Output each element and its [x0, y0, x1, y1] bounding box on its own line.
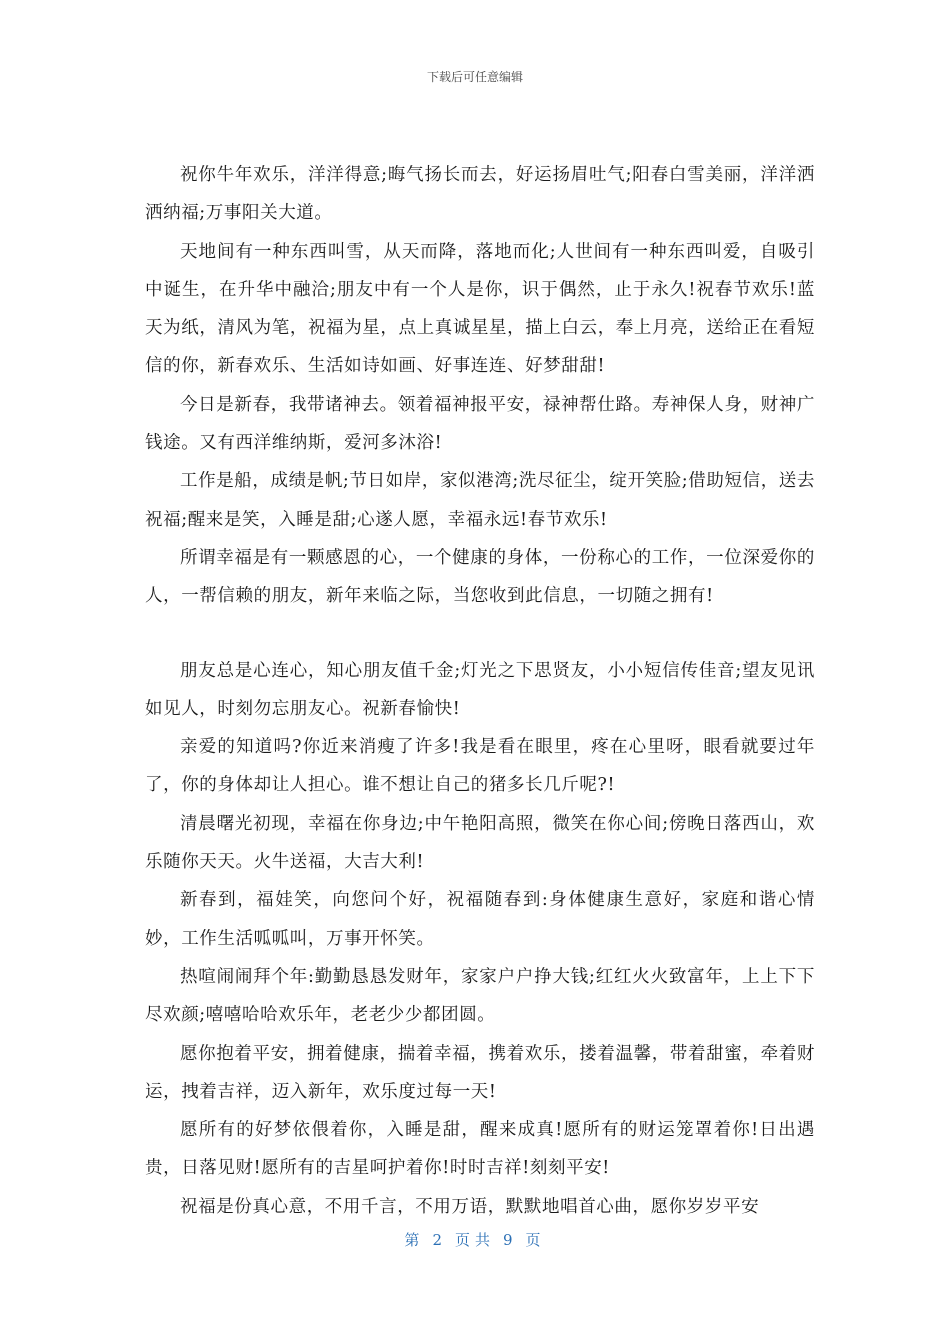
page-number-footer — [0, 1229, 950, 1250]
paragraph: 愿你抱着平安，拥着健康，揣着幸福，携着欢乐，搂着温馨，带着甜蜜，牵着财运，拽着吉祥，迈入新年，欢乐度过每一天! — [145, 1043, 815, 1102]
document-body — [145, 156, 815, 1226]
page-label-prefix: 第 — [404, 1231, 425, 1249]
total-page-number: 9 — [503, 1231, 518, 1249]
paragraph: 亲爱的知道吗?你近来消瘦了许多!我是看在眼里，疼在心里呀，眼看就要过年了，你的身体却让人担心。谁不想让自己的猪多长几斤呢?! — [145, 737, 815, 796]
paragraph: 朋友总是心连心，知心朋友值千金;灯光之下思贤友，小小短信传佳音;望友见讯如见人，时刻勿忘朋友心。祝新春愉快! — [145, 660, 815, 719]
page-label-suffix: 页 — [525, 1231, 546, 1249]
page-header: 下载后可任意编辑 — [426, 70, 523, 84]
paragraph: 今日是新春，我带诸神去。领着福神报平安，禄神帮仕路。寿神保人身，财神广钱途。又有西洋维纳斯，爱河多沐浴! — [145, 394, 815, 454]
paragraph: 愿所有的好梦依偎着你，入睡是甜，醒来成真!愿所有的财运笼罩着你!日出遇贵，日落见财!愿所有的吉星呵护着你!时时吉祥!刻刻平安! — [145, 1120, 815, 1179]
paragraph: 天地间有一种东西叫雪，从天而降，落地而化;人世间有一种东西叫爱，自吸引中诞生，在升华中融洽;朋友中有一个人是你，识于偶然，止于永久!祝春节欢乐!蓝天为纸，清风为笔，祝福为星，点上真诚星星，描上白云，奉上月亮，送给正在看短信的你，新春欢乐、生活如诗如画、好事连连、好梦甜甜! — [145, 241, 815, 377]
page-label-middle: 页共 — [454, 1231, 495, 1249]
paragraph: 祝福是份真心意，不用千言，不用万语，默默地唱首心曲，愿你岁岁平安 — [180, 1196, 760, 1217]
paragraph: 新春到，福娃笑，向您问个好，祝福随春到:身体健康生意好，家庭和谐心情妙，工作生活呱呱叫，万事开怀笑。 — [145, 890, 815, 949]
paragraph: 热喧闹闹拜个年:勤勤恳恳发财年，家家户户挣大钱;红红火火致富年，上上下下尽欢颜;嘻嘻哈哈欢乐年，老老少少都团圆。 — [145, 966, 815, 1026]
current-page-number: 2 — [432, 1231, 447, 1249]
paragraph: 所谓幸福是有一颗感恩的心，一个健康的身体，一份称心的工作，一位深爱你的人，一帮信赖的朋友，新年来临之际，当您收到此信息，一切随之拥有! — [145, 547, 815, 607]
paragraph: 祝你牛年欢乐，洋洋得意;晦气扬长而去，好运扬眉吐气;阳春白雪美丽，洋洋洒洒纳福;万事阳关大道。 — [145, 165, 815, 224]
paragraph: 清晨曙光初现，幸福在你身边;中午艳阳高照，微笑在你心间;傍晚日落西山，欢乐随你天天。火牛送福，大吉大利! — [145, 813, 815, 873]
paragraph: 工作是船，成绩是帆;节日如岸，家似港湾;洗尽征尘，绽开笑脸;借助短信，送去祝福;醒来是笑，入睡是甜;心遂人愿，幸福永远!春节欢乐! — [145, 471, 815, 530]
